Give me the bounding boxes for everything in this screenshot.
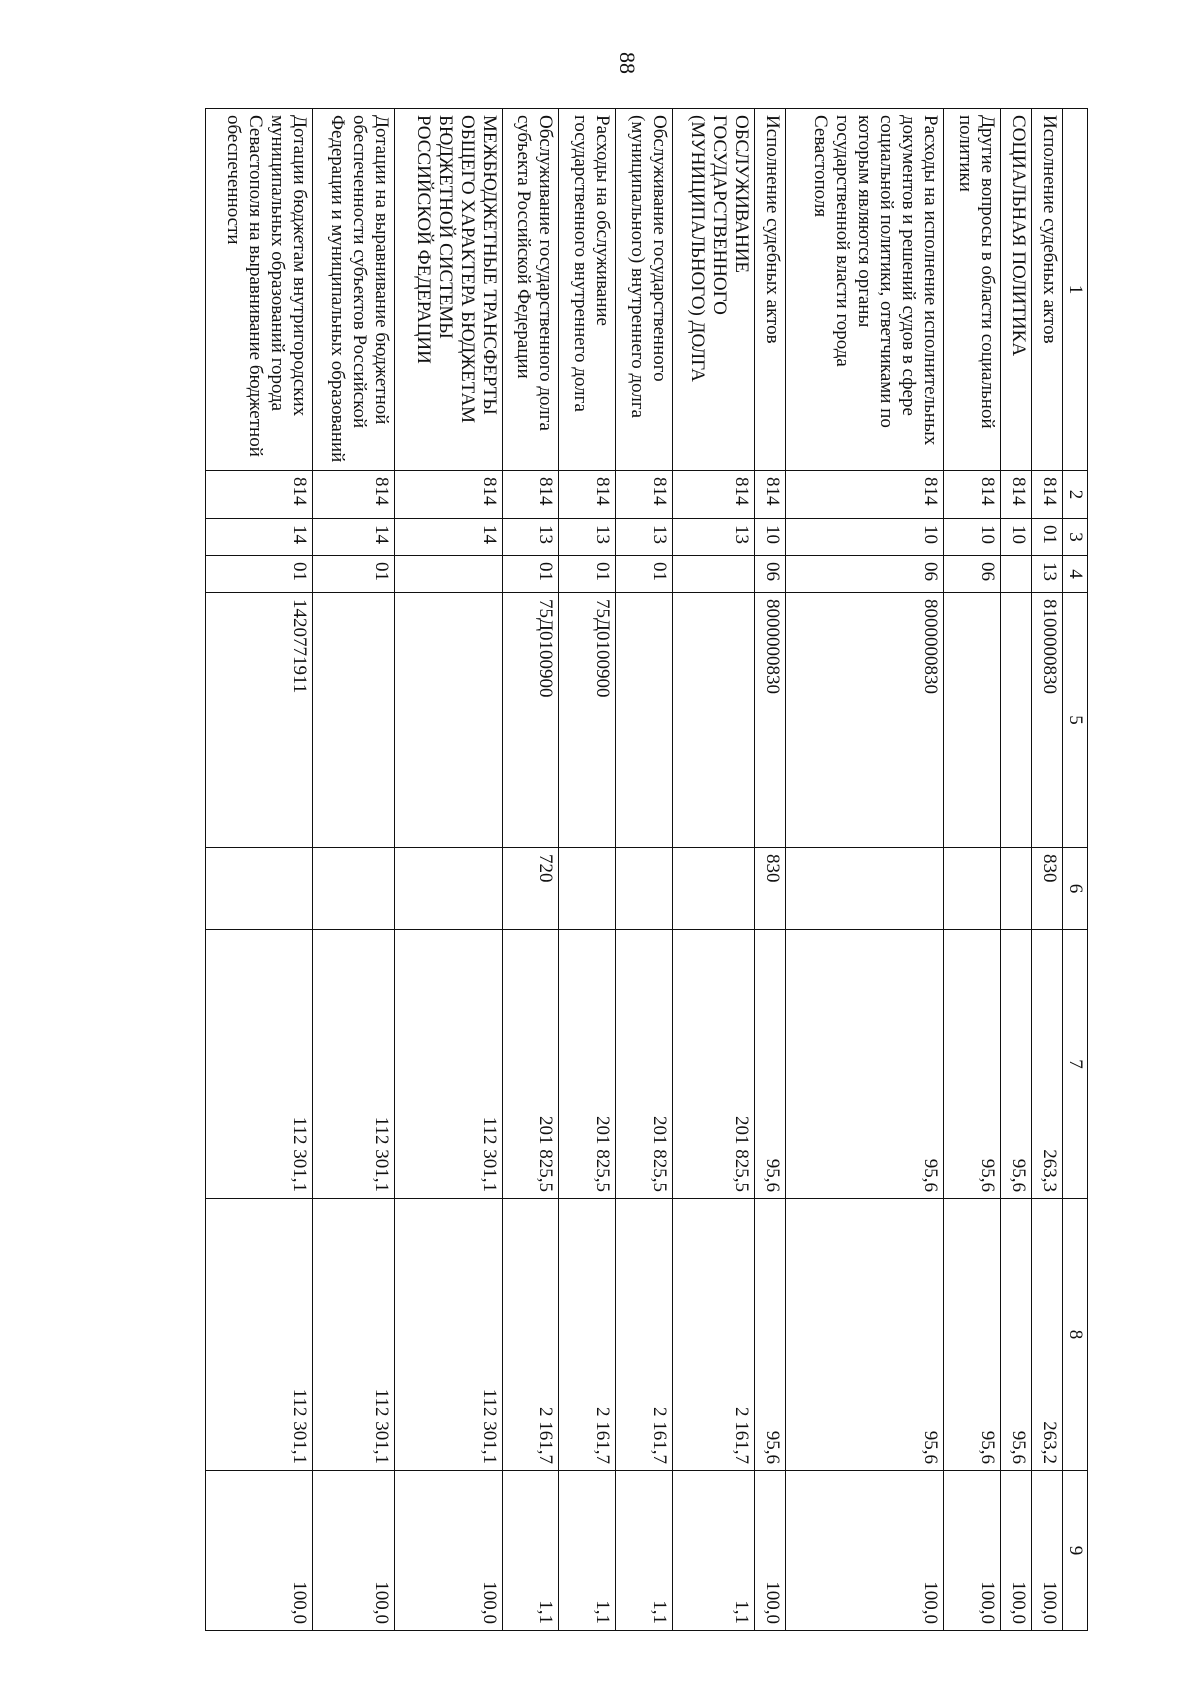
subsection-code-cell: 01 [616,556,673,593]
actual-amount-cell: 95,6 [944,1199,1001,1471]
actual-amount-cell: 95,6 [1000,1199,1031,1471]
target-article-cell [395,593,502,848]
percent-cell: 1,1 [559,1471,616,1631]
row-name-cell: Дотации на выравнивание бюджетной обеспеченности субъектов Российской Федерации и муниципальных образований [313,109,395,471]
percent-cell: 1,1 [502,1471,559,1631]
actual-amount-cell: 2 161,7 [672,1199,754,1471]
target-article-cell: 8000000830 [785,593,943,848]
plan-amount-cell: 201 825,5 [616,930,673,1199]
column-header: 2 [1063,471,1088,519]
expense-type-cell [559,848,616,930]
plan-amount-cell: 112 301,1 [395,930,502,1199]
plan-amount-cell: 112 301,1 [206,930,313,1199]
subsection-code-cell [1000,556,1031,593]
budget-table-container [205,108,1088,1630]
row-name-cell: Обслуживание государственного долга субъекта Российской Федерации [502,109,559,471]
target-article-cell [672,593,754,848]
percent-cell: 100,0 [944,1471,1001,1631]
section-code-cell: 13 [672,519,754,556]
expense-type-cell [1000,848,1031,930]
table-row [672,109,754,1631]
section-code-cell: 13 [559,519,616,556]
actual-amount-cell: 112 301,1 [313,1199,395,1471]
header-row [1063,109,1088,1631]
column-header: 6 [1063,848,1088,930]
row-name-cell: Исполнение судебных актов [754,109,785,471]
chapter-code-cell: 814 [395,471,502,519]
expense-type-cell [313,848,395,930]
row-name-cell: Дотации бюджетам внутригородских муниципальных образований города Севастополя на выравнивание бюджетной обеспеченности [206,109,313,471]
subsection-code-cell: 13 [1031,556,1062,593]
expense-type-cell [206,848,313,930]
chapter-code-cell: 814 [206,471,313,519]
percent-cell: 100,0 [1000,1471,1031,1631]
expense-type-cell [672,848,754,930]
actual-amount-cell: 95,6 [754,1199,785,1471]
plan-amount-cell: 201 825,5 [559,930,616,1199]
subsection-code-cell: 01 [502,556,559,593]
row-name-cell: ОБСЛУЖИВАНИЕ ГОСУДАРСТВЕННОГО (МУНИЦИПАЛЬНОГО) ДОЛГА [672,109,754,471]
percent-cell: 100,0 [206,1471,313,1631]
section-code-cell: 10 [754,519,785,556]
expense-type-cell [616,848,673,930]
chapter-code-cell: 814 [672,471,754,519]
subsection-code-cell [672,556,754,593]
plan-amount-cell: 95,6 [785,930,943,1199]
plan-amount-cell: 95,6 [944,930,1001,1199]
budget-table [205,108,1088,1631]
actual-amount-cell: 2 161,7 [502,1199,559,1471]
actual-amount-cell: 2 161,7 [616,1199,673,1471]
target-article-cell [313,593,395,848]
percent-cell: 100,0 [785,1471,943,1631]
subsection-code-cell: 06 [944,556,1001,593]
subsection-code-cell [395,556,502,593]
section-code-cell: 13 [502,519,559,556]
section-code-cell: 14 [395,519,502,556]
percent-cell: 100,0 [395,1471,502,1631]
target-article-cell [1000,593,1031,848]
row-name-cell: Расходы на обслуживание государственного внутреннего долга [559,109,616,471]
table-row [206,109,313,1631]
column-header: 5 [1063,593,1088,848]
actual-amount-cell: 263,2 [1031,1199,1062,1471]
chapter-code-cell: 814 [944,471,1001,519]
chapter-code-cell: 814 [502,471,559,519]
target-article-cell: 75Д0100900 [559,593,616,848]
target-article-cell [944,593,1001,848]
plan-amount-cell: 112 301,1 [313,930,395,1199]
plan-amount-cell: 95,6 [1000,930,1031,1199]
subsection-code-cell: 01 [313,556,395,593]
column-header: 7 [1063,930,1088,1199]
row-name-cell: Расходы на исполнение исполнительных документов и решений судов в сфере социальной политики, ответчиками по которым являются органы государственной власти города Севастополя [785,109,943,471]
subsection-code-cell: 01 [559,556,616,593]
column-header: 9 [1063,1471,1088,1631]
table-row [616,109,673,1631]
target-article-cell: 75Д0100900 [502,593,559,848]
plan-amount-cell: 201 825,5 [502,930,559,1199]
section-code-cell: 01 [1031,519,1062,556]
expense-type-cell [395,848,502,930]
chapter-code-cell: 814 [616,471,673,519]
percent-cell: 1,1 [616,1471,673,1631]
expense-type-cell: 830 [1031,848,1062,930]
table-row [502,109,559,1631]
table-body [206,109,1063,1631]
section-code-cell: 10 [1000,519,1031,556]
row-name-cell: СОЦИАЛЬНАЯ ПОЛИТИКА [1000,109,1031,471]
table-row [313,109,395,1631]
row-name-cell: Исполнение судебных актов [1031,109,1062,471]
plan-amount-cell: 95,6 [754,930,785,1199]
table-row [944,109,1001,1631]
column-header: 8 [1063,1199,1088,1471]
table-row [754,109,785,1631]
percent-cell: 100,0 [313,1471,395,1631]
plan-amount-cell: 201 825,5 [672,930,754,1199]
table-row [1000,109,1031,1631]
section-code-cell: 13 [616,519,673,556]
table-row [1031,109,1062,1631]
target-article-cell: 8100000830 [1031,593,1062,848]
section-code-cell: 14 [313,519,395,556]
row-name-cell: МЕЖБЮДЖЕТНЫЕ ТРАНСФЕРТЫ ОБЩЕГО ХАРАКТЕРА БЮДЖЕТАМ БЮДЖЕТНОЙ СИСТЕМЫ РОССИЙСКОЙ ФЕДЕРАЦИИ [395,109,502,471]
section-code-cell: 10 [944,519,1001,556]
section-code-cell: 10 [785,519,943,556]
expense-type-cell: 830 [754,848,785,930]
target-article-cell [616,593,673,848]
chapter-code-cell: 814 [559,471,616,519]
chapter-code-cell: 814 [1000,471,1031,519]
actual-amount-cell: 2 161,7 [559,1199,616,1471]
expense-type-cell [785,848,943,930]
plan-amount-cell: 263,3 [1031,930,1062,1199]
page-number: 88 [615,52,640,74]
actual-amount-cell: 112 301,1 [206,1199,313,1471]
chapter-code-cell: 814 [785,471,943,519]
subsection-code-cell: 01 [206,556,313,593]
actual-amount-cell: 95,6 [785,1199,943,1471]
subsection-code-cell: 06 [785,556,943,593]
column-header: 1 [1063,109,1088,471]
percent-cell: 1,1 [672,1471,754,1631]
row-name-cell: Обслуживание государственного (муниципального) внутреннего долга [616,109,673,471]
row-name-cell: Другие вопросы в области социальной политики [944,109,1001,471]
subsection-code-cell: 06 [754,556,785,593]
table-row [785,109,943,1631]
chapter-code-cell: 814 [754,471,785,519]
column-header: 4 [1063,556,1088,593]
target-article-cell: 1420771911 [206,593,313,848]
table-row [395,109,502,1631]
percent-cell: 100,0 [754,1471,785,1631]
expense-type-cell [944,848,1001,930]
actual-amount-cell: 112 301,1 [395,1199,502,1471]
chapter-code-cell: 814 [313,471,395,519]
chapter-code-cell: 814 [1031,471,1062,519]
percent-cell: 100,0 [1031,1471,1062,1631]
expense-type-cell: 720 [502,848,559,930]
table-row [559,109,616,1631]
section-code-cell: 14 [206,519,313,556]
target-article-cell: 8000000830 [754,593,785,848]
column-header: 3 [1063,519,1088,556]
